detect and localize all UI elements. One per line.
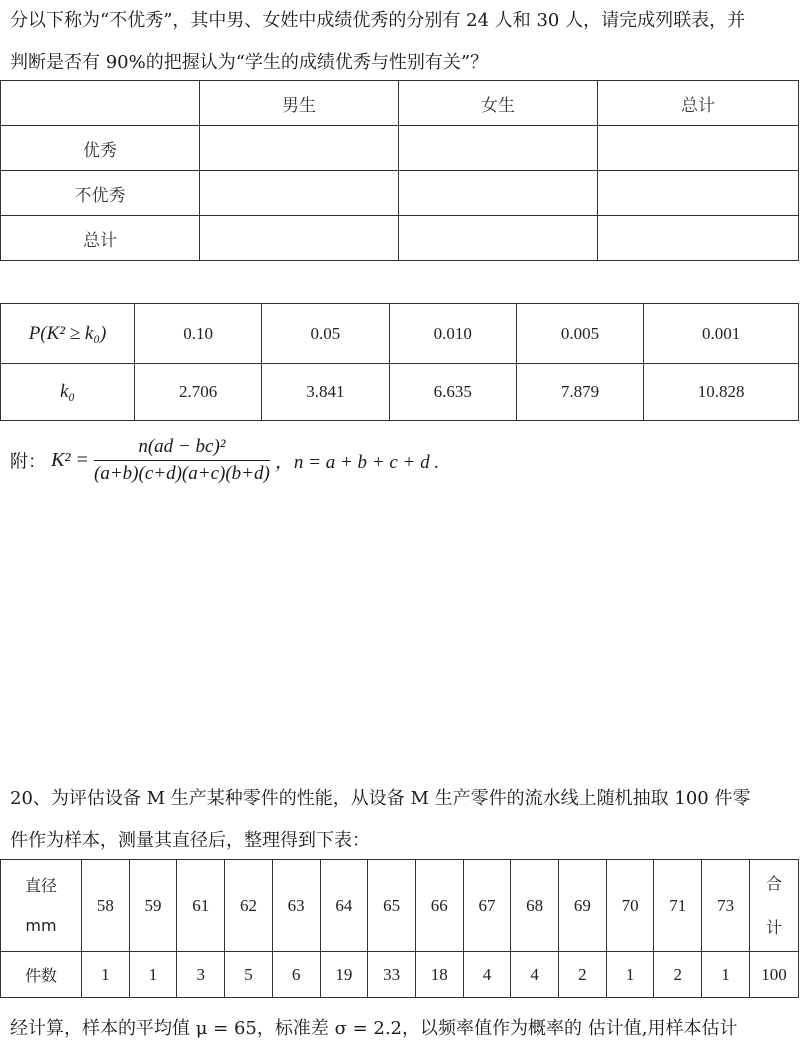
table-cell: 6 xyxy=(272,952,320,998)
table-row xyxy=(1,364,799,421)
row-label: 总计 xyxy=(1,216,200,261)
table-header: 男生 xyxy=(200,81,399,126)
table-row xyxy=(1,81,799,126)
table-cell xyxy=(200,216,399,261)
unit-label: mm xyxy=(25,915,57,935)
formula-fraction xyxy=(94,436,270,485)
table-cell xyxy=(598,216,799,261)
table-cell: 62 xyxy=(225,860,273,952)
table-cell: 5 xyxy=(225,952,273,998)
table-row xyxy=(1,171,799,216)
table-cell: 2 xyxy=(559,952,607,998)
table-cell xyxy=(399,126,598,171)
table-cell: 4 xyxy=(463,952,511,998)
table-row xyxy=(1,952,799,998)
table-cell: 0.10 xyxy=(135,304,262,364)
intro-line-2: 判断是否有 90%的把握认为“学生的成绩优秀与性别有关”？ xyxy=(10,52,489,73)
row-label: 优秀 xyxy=(1,126,200,171)
table-cell: 61 xyxy=(177,860,225,952)
row-label: 件数 xyxy=(1,952,82,998)
table-cell xyxy=(598,171,799,216)
table-row xyxy=(1,216,799,261)
table-row xyxy=(1,304,799,364)
table-cell xyxy=(399,171,598,216)
table-cell: 19 xyxy=(320,952,368,998)
table-cell: 63 xyxy=(272,860,320,952)
formula-lhs: K² = xyxy=(51,449,89,471)
table-cell: 0.005 xyxy=(516,304,643,364)
table-cell: 70 xyxy=(606,860,654,952)
table-cell: 10.828 xyxy=(644,364,799,421)
table-cell: 4 xyxy=(511,952,559,998)
table-cell: 2.706 xyxy=(135,364,262,421)
table-row xyxy=(1,860,799,952)
diameter-label: 直径 xyxy=(24,875,57,895)
table-cell: 100 xyxy=(750,952,799,998)
total-label-top: 合 xyxy=(765,873,782,893)
formula xyxy=(10,436,439,506)
formula-numerator: n(ad − bc)² xyxy=(94,436,270,461)
table-cell: 64 xyxy=(320,860,368,952)
table-cell xyxy=(598,126,799,171)
table-cell: 0.001 xyxy=(644,304,799,364)
table-cell: 18 xyxy=(415,952,463,998)
table-header: 总计 xyxy=(598,81,799,126)
q20-line-1: 20、为评估设备 M 生产某种零件的性能，从设备 M 生产零件的流水线上随机抽取 100 件零 xyxy=(10,788,751,809)
total-label-bottom: 计 xyxy=(765,917,782,937)
table-header: 女生 xyxy=(399,81,598,126)
row-label: k₀ xyxy=(1,364,135,421)
table-cell: 1 xyxy=(82,952,130,998)
table-cell: 67 xyxy=(463,860,511,952)
table-cell: 1 xyxy=(702,952,750,998)
table-cell: 68 xyxy=(511,860,559,952)
bottom-line: 经计算，样本的平均值 μ = 65，标准差 σ = 2.2，以频率值作为概率的 估计值,用样本估计 xyxy=(10,1018,738,1039)
table-cell: 73 xyxy=(702,860,750,952)
table-cell: 59 xyxy=(129,860,177,952)
q20-line-2: 件作为样本，测量其直径后，整理得到下表： xyxy=(10,830,370,851)
formula-prefix: 附： xyxy=(10,451,46,473)
table-cell: 0.05 xyxy=(262,304,389,364)
row-label: 不优秀 xyxy=(1,171,200,216)
table-cell xyxy=(1,81,200,126)
contingency-table xyxy=(0,80,799,261)
row-label xyxy=(1,860,82,952)
table-cell: 66 xyxy=(415,860,463,952)
table-cell: 3.841 xyxy=(262,364,389,421)
critical-value-table xyxy=(0,303,799,421)
table-cell: 69 xyxy=(559,860,607,952)
table-cell: 3 xyxy=(177,952,225,998)
table-cell: 0.010 xyxy=(389,304,516,364)
table-cell xyxy=(200,171,399,216)
table-cell: 71 xyxy=(654,860,702,952)
diameter-table xyxy=(0,859,799,998)
intro-line-1: 分以下称为“不优秀”，其中男、女姓中成绩优秀的分别有 24 人和 30 人，请完成列联表，并 xyxy=(10,10,746,31)
table-row xyxy=(1,126,799,171)
table-cell: 65 xyxy=(368,860,416,952)
table-cell: 1 xyxy=(129,952,177,998)
total-label-cell xyxy=(750,860,799,952)
formula-denominator: (a+b)(c+d)(a+c)(b+d) xyxy=(94,463,270,484)
table-cell: 6.635 xyxy=(389,364,516,421)
row-label: P(K² ≥ k₀) xyxy=(1,304,135,364)
table-cell: 7.879 xyxy=(516,364,643,421)
table-cell: 58 xyxy=(82,860,130,952)
table-cell: 33 xyxy=(368,952,416,998)
table-cell xyxy=(399,216,598,261)
formula-tail: ，n = a + b + c + d . xyxy=(274,452,440,473)
table-cell: 2 xyxy=(654,952,702,998)
table-cell xyxy=(200,126,399,171)
table-cell: 1 xyxy=(606,952,654,998)
